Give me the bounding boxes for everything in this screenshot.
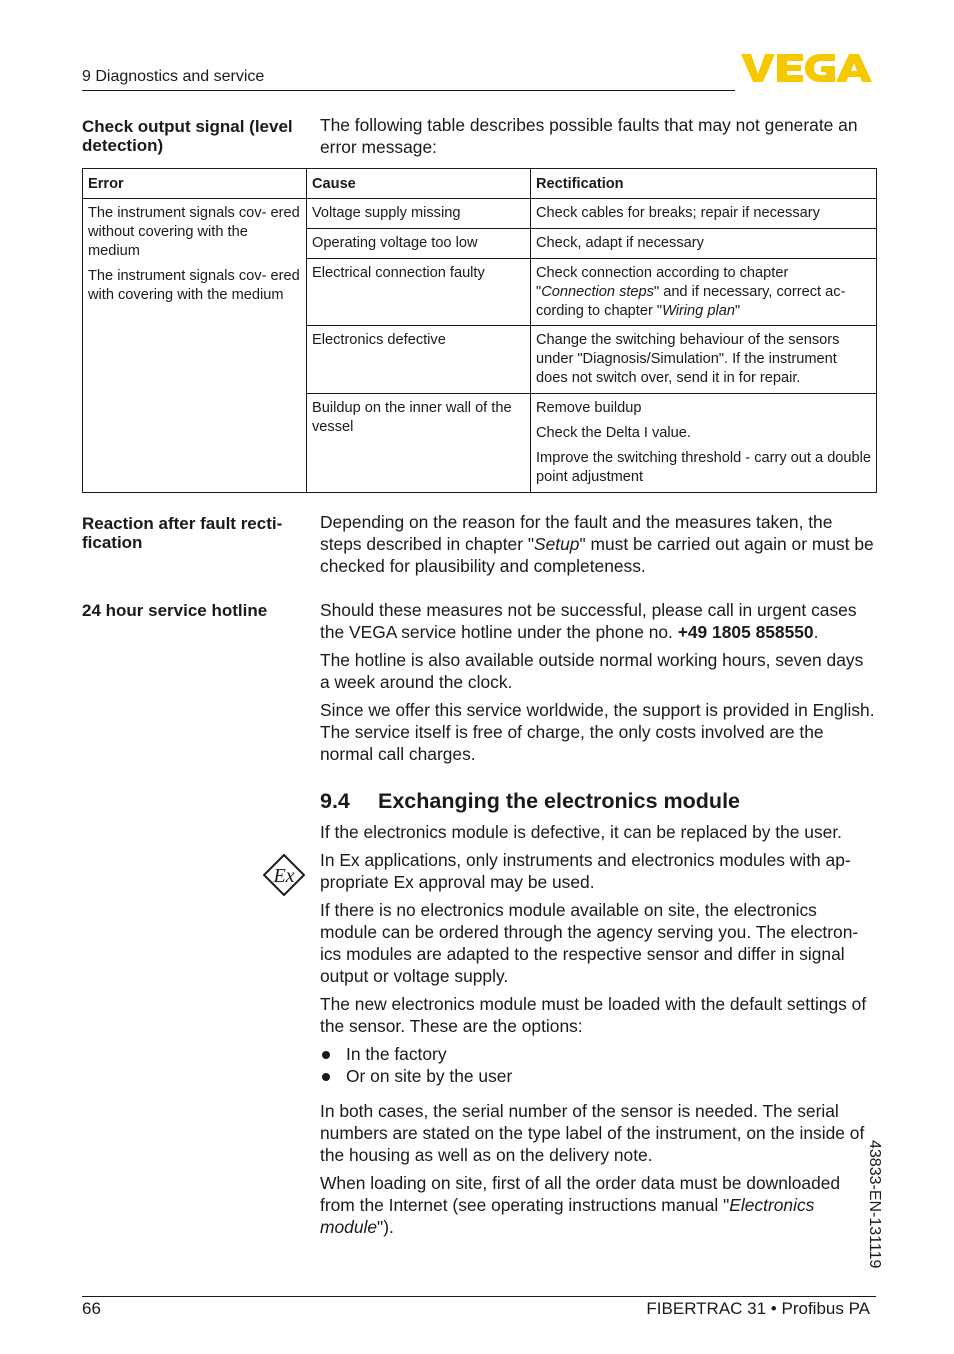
header-rule bbox=[82, 90, 735, 91]
section-paragraph-5: In both cases, the serial number of the sensor is needed. The serial numbers are stated on the type label of the instrument, on the inside of the housing as well as on the delivery note. bbox=[320, 1101, 865, 1165]
cause-cell: Operating voltage too low bbox=[307, 229, 531, 259]
hotline-phone: +49 1805 858550 bbox=[677, 622, 814, 642]
section-paragraph-2: In Ex applications, only instruments and electronics modules with ap- propriate Ex approval may be used. bbox=[320, 850, 851, 892]
vega-logo-icon bbox=[741, 52, 873, 84]
running-header: 9 Diagnostics and service bbox=[82, 68, 265, 85]
fix-check-delta: Check the Delta I value. bbox=[536, 425, 691, 441]
intro-paragraph: The following table describes possible faults that may not generate an error message: bbox=[320, 115, 858, 157]
bullet-icon bbox=[322, 1051, 330, 1059]
reaction-label: Reaction after fault recti- fication bbox=[82, 514, 283, 552]
check-output-intro bbox=[320, 114, 876, 164]
list-item bbox=[320, 1043, 876, 1065]
vega-logo bbox=[741, 52, 873, 89]
check-output-label: Check output signal (level detection) bbox=[82, 117, 293, 155]
header-cause: Cause bbox=[307, 169, 531, 199]
p6-text-a: When loading on site, first of all the order data must be downloaded from the Internet (see operating instructions manual " bbox=[320, 1173, 841, 1215]
cause-cell: Buildup on the inner wall of the vessel bbox=[307, 394, 531, 493]
wiring-plan-ref: Wiring plan bbox=[662, 303, 735, 319]
hotline-text-a: Should these measures not be successful, please call in urgent cases the VEGA service hotline under the phone no. bbox=[320, 600, 857, 642]
reaction-text-a: Depending on the reason for the fault and the measures taken, the steps described in chapter " bbox=[320, 512, 833, 554]
table-header-row bbox=[83, 169, 877, 199]
bullet-icon bbox=[322, 1073, 330, 1081]
section-paragraph-1: If the electronics module is defective, it can be replaced by the user. bbox=[320, 822, 843, 842]
fix-improve-threshold: Improve the switching threshold - carry out a double point adjustment bbox=[536, 450, 872, 485]
document-id: 43833-EN-131119 bbox=[866, 1140, 883, 1269]
section-body bbox=[320, 821, 876, 1244]
cause-cell: Voltage supply missing bbox=[307, 199, 531, 229]
list-item bbox=[320, 1065, 876, 1087]
fix-remove-buildup: Remove buildup bbox=[536, 400, 642, 416]
reaction-text-b: " must be carried out again or must be checked for plausibility and completeness. bbox=[320, 534, 874, 576]
section-title: Exchanging the electronics module bbox=[378, 789, 740, 813]
section-number: 9.4 bbox=[320, 789, 350, 813]
bullet-text: In the factory bbox=[346, 1044, 447, 1064]
header-error: Error bbox=[83, 169, 307, 199]
product-name: FIBERTRAC 31 • Profibus PA bbox=[646, 1299, 870, 1318]
fix-cell: Check, adapt if necessary bbox=[531, 229, 877, 259]
connection-steps-ref: Connection steps bbox=[541, 284, 654, 300]
cause-cell: Electrical connection faulty bbox=[307, 259, 531, 326]
cause-cell: Electronics defective bbox=[307, 326, 531, 394]
fix-text: " and if necessary, correct ac- cording to chapter " bbox=[536, 284, 846, 319]
fix-cell: Check cables for breaks; repair if necessary bbox=[531, 199, 877, 229]
footer-rule bbox=[82, 1296, 876, 1297]
svg-text:Ex: Ex bbox=[273, 865, 295, 887]
setup-ref: Setup bbox=[534, 534, 580, 554]
error-with-covering: The instrument signals cov- ered with covering with the medium bbox=[88, 268, 300, 303]
hotline-paragraph-2: The hotline is also available outside normal working hours, seven days a week around the clock. bbox=[320, 650, 864, 692]
section-paragraph-3: If there is no electronics module available on site, the electronics module can be ordered through the agency serving you. The electron- ics modules are adapted to the respective sensor and differ in signal output or voltage supply. bbox=[320, 900, 859, 986]
fix-cell bbox=[531, 394, 877, 493]
section-paragraph-6 bbox=[320, 1172, 876, 1238]
page-number: 66 bbox=[82, 1299, 101, 1318]
ex-approval-icon bbox=[263, 854, 305, 901]
section-paragraph-4: The new electronics module must be loaded with the default settings of the sensor. These are the options: bbox=[320, 994, 867, 1036]
header-rectification: Rectification bbox=[531, 169, 877, 199]
table-row bbox=[83, 199, 877, 229]
fix-text: " bbox=[734, 303, 741, 319]
fix-cell: Change the switching behaviour of the sensors under "Diagnosis/Simulation". If the instrument does not switch over, send it in for repair. bbox=[531, 326, 877, 394]
section-heading bbox=[320, 789, 740, 814]
fix-cell bbox=[531, 259, 877, 326]
fix-text: Check connection according to chapter " bbox=[536, 265, 789, 300]
p6-text-b: "). bbox=[377, 1217, 394, 1237]
reaction-text bbox=[320, 511, 876, 583]
faults-table bbox=[82, 168, 877, 493]
electronics-module-ref: Electronics module bbox=[320, 1195, 815, 1237]
error-cell bbox=[83, 199, 307, 493]
hotline-text bbox=[320, 599, 876, 771]
hotline-paragraph-3: Since we offer this service worldwide, the support is provided in English. The service itself is free of charge, the only costs involved are the normal call charges. bbox=[320, 700, 875, 764]
reaction-paragraph bbox=[320, 511, 876, 577]
hotline-paragraph-1 bbox=[320, 599, 876, 643]
options-list bbox=[320, 1043, 876, 1087]
hotline-label: 24 hour service hotline bbox=[82, 601, 268, 620]
hotline-text-b: . bbox=[813, 622, 819, 642]
bullet-text: Or on site by the user bbox=[346, 1066, 513, 1086]
error-without-covering: The instrument signals cov- ered without covering with the medium bbox=[88, 205, 300, 259]
